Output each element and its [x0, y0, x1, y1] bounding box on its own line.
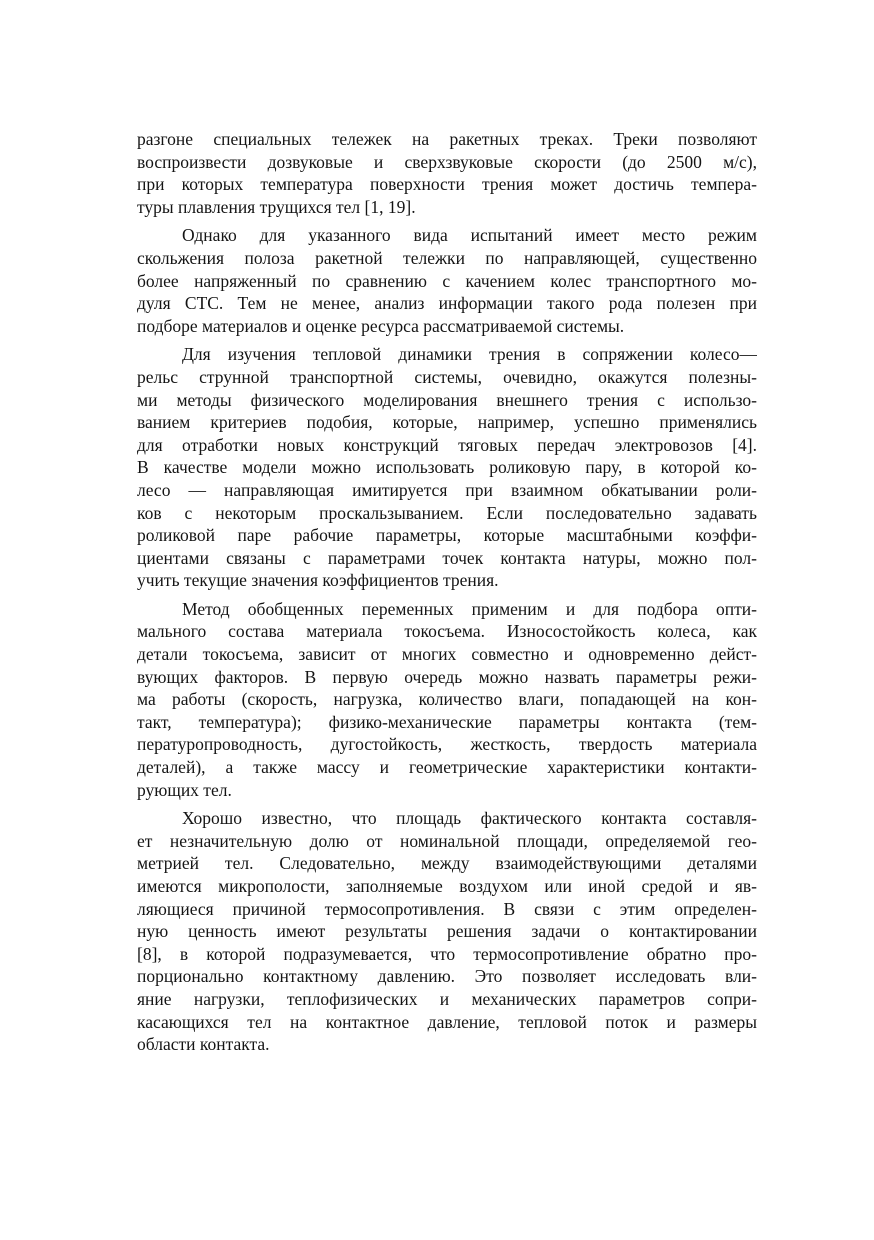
- text-line: циентами связаны с параметрами точек контакта натуры, можно пол-: [137, 547, 757, 568]
- text-line: более напряженный по сравнению с качением колес транспортного мо-: [137, 270, 757, 291]
- text-line: рельс струнной транспортной системы, очевидно, окажутся полезны-: [137, 366, 757, 387]
- text-line: лесо — направляющая имитируется при взаимном обкатывании роли-: [137, 479, 757, 500]
- text-line: деталей), а также массу и геометрические характеристики контакти-: [137, 757, 757, 778]
- text-line: роликовой паре рабочие параметры, которые масштабными коэффи-: [137, 525, 757, 546]
- paragraph: [137, 128, 757, 218]
- text-line: Однако для указанного вида испытаний имеет место режим: [182, 225, 757, 246]
- text-line: Метод обобщенных переменных применим и для подбора опти-: [182, 598, 757, 619]
- text-line: мального состава материала токосъема. Износостойкость колеса, как: [137, 621, 757, 642]
- paragraph: [137, 807, 757, 1056]
- text-line: учить текущие значения коэффициентов трения.: [137, 570, 499, 591]
- text-line: ма работы (скорость, нагрузка, количество влаги, попадающей на кон-: [137, 689, 757, 710]
- text-line: туры плавления трущихся тел [1, 19].: [137, 196, 416, 217]
- text-line: ванием критериев подобия, которые, например, успешно применялись: [137, 412, 757, 433]
- paragraph: [137, 224, 757, 337]
- text-line: для отработки новых конструкций тяговых передач электровозов [4].: [137, 434, 757, 455]
- document-page: [137, 128, 757, 1062]
- text-line: порционально контактному давлению. Это позволяет исследовать вли-: [137, 966, 757, 987]
- paragraph: [137, 598, 757, 801]
- text-line: рующих тел.: [137, 779, 232, 800]
- text-line: детали токосъема, зависит от многих совместно и одновременно дейст-: [137, 644, 757, 665]
- text-line: Для изучения тепловой динамики трения в сопряжении колесо—: [182, 344, 757, 365]
- text-line: имеются микрополости, заполняемые воздухом или иной средой и яв-: [137, 876, 757, 896]
- text-line: при которых температура поверхности трения может достичь темпера-: [137, 174, 757, 195]
- text-line: Хорошо известно, что площадь фактического контакта составля-: [182, 808, 757, 829]
- text-line: пературопроводность, дугостойкость, жесткость, твердость материала: [137, 734, 757, 755]
- text-line: воспроизвести дозвуковые и сверхзвуковые скорости (до 2500 м/с),: [137, 151, 757, 172]
- text-line: ляющиеся причиной термосопротивления. В связи с этим определен-: [137, 898, 757, 919]
- paragraph: [137, 343, 757, 592]
- text-line: разгоне специальных тележек на ракетных треках. Треки позволяют: [137, 129, 757, 149]
- text-line: ми методы физического моделирования внешнего трения с использо-: [137, 389, 757, 410]
- text-line: подборе материалов и оценке ресурса рассматриваемой системы.: [137, 315, 625, 336]
- text-line: касающихся тел на контактное давление, тепловой поток и размеры: [137, 1011, 757, 1032]
- text-line: ную ценность имеют результаты решения задачи о контактировании: [137, 921, 757, 942]
- text-line: области контакта.: [137, 1034, 270, 1055]
- text-line: [8], в которой подразумевается, что термосопротивление обратно про-: [137, 943, 757, 964]
- text-line: метрией тел. Следовательно, между взаимодействующими деталями: [137, 853, 757, 874]
- text-line: ков с некоторым проскальзыванием. Если последовательно задавать: [137, 502, 757, 523]
- text-line: яние нагрузки, теплофизических и механических параметров сопри-: [137, 988, 757, 1009]
- text-line: ет незначительную долю от номинальной площади, определяемой гео-: [137, 830, 757, 851]
- text-line: В качестве модели можно использовать роликовую пару, в которой ко-: [137, 457, 757, 478]
- text-line: такт, температура); физико-механические параметры контакта (тем-: [137, 711, 757, 732]
- text-line: скольжения полоза ракетной тележки по направляющей, существенно: [137, 247, 757, 268]
- text-line: дуля СТС. Тем не менее, анализ информации такого рода полезен при: [137, 293, 757, 314]
- text-line: вующих факторов. В первую очередь можно назвать параметры режи-: [137, 666, 757, 687]
